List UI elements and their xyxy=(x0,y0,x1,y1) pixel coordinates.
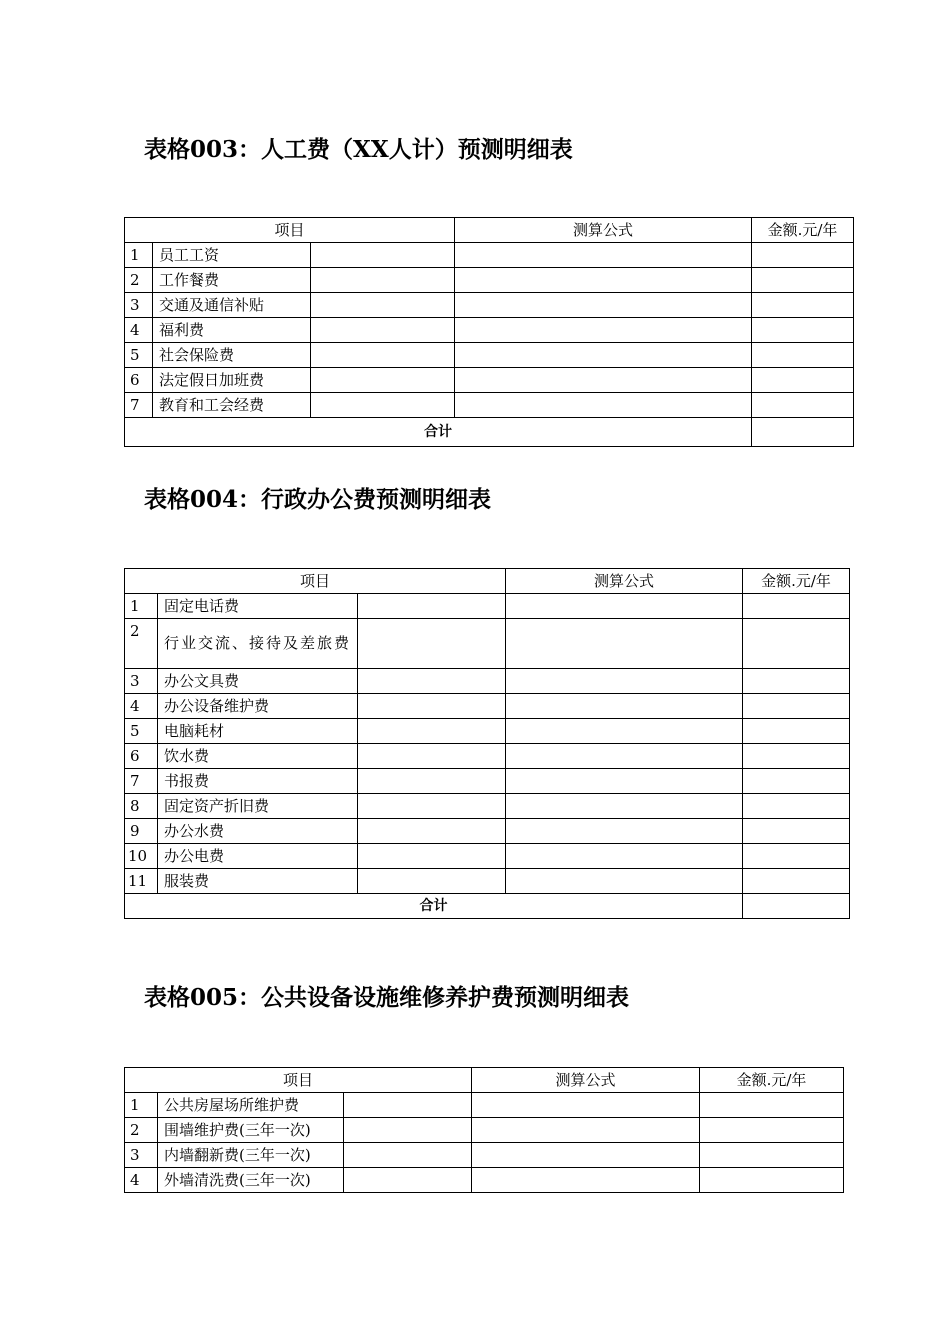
row-amount[interactable] xyxy=(752,293,854,318)
row-name: 员工工资 xyxy=(153,243,311,268)
table-row xyxy=(125,318,854,343)
table-003-title: 表格003：人工费（XX人计）预测明细表 xyxy=(144,136,573,163)
row-sub[interactable] xyxy=(358,869,506,894)
row-name: 饮水费 xyxy=(158,744,358,769)
row-sub[interactable] xyxy=(344,1143,472,1168)
row-sub[interactable] xyxy=(344,1168,472,1193)
table-004-title: 表格004：行政办公费预测明细表 xyxy=(144,486,492,513)
row-sub[interactable] xyxy=(311,243,455,268)
total-amount[interactable] xyxy=(743,894,850,919)
row-no: 3 xyxy=(125,293,153,318)
table-row xyxy=(125,1118,844,1143)
row-sub[interactable] xyxy=(311,318,455,343)
table-row xyxy=(125,343,854,368)
table-row xyxy=(125,769,850,794)
row-amount[interactable] xyxy=(743,669,850,694)
row-name: 书报费 xyxy=(158,769,358,794)
row-formula[interactable] xyxy=(506,594,743,619)
row-no: 3 xyxy=(125,1143,158,1168)
row-formula[interactable] xyxy=(455,368,752,393)
row-formula[interactable] xyxy=(506,694,743,719)
row-formula[interactable] xyxy=(472,1093,700,1118)
row-sub[interactable] xyxy=(311,393,455,418)
row-name: 公共房屋场所维护费 xyxy=(158,1093,344,1118)
row-formula[interactable] xyxy=(506,769,743,794)
table-005 xyxy=(124,1067,844,1193)
row-sub[interactable] xyxy=(358,719,506,744)
row-no: 1 xyxy=(125,1093,158,1118)
row-sub[interactable] xyxy=(344,1118,472,1143)
row-sub[interactable] xyxy=(311,293,455,318)
row-formula[interactable] xyxy=(506,844,743,869)
row-no: 9 xyxy=(125,819,158,844)
header-formula: 测算公式 xyxy=(455,218,752,243)
row-name: 办公文具费 xyxy=(158,669,358,694)
row-amount[interactable] xyxy=(752,243,854,268)
row-sub[interactable] xyxy=(358,819,506,844)
table-row xyxy=(125,794,850,819)
total-row xyxy=(125,418,854,447)
row-sub[interactable] xyxy=(358,744,506,769)
table-row xyxy=(125,368,854,393)
table-row xyxy=(125,669,850,694)
row-name: 电脑耗材 xyxy=(158,719,358,744)
row-formula[interactable] xyxy=(506,819,743,844)
table-row xyxy=(125,819,850,844)
row-name: 教育和工会经费 xyxy=(153,393,311,418)
row-sub[interactable] xyxy=(358,594,506,619)
row-sub[interactable] xyxy=(311,368,455,393)
row-formula[interactable] xyxy=(455,343,752,368)
row-sub[interactable] xyxy=(344,1093,472,1118)
total-label: 合计 xyxy=(125,894,743,919)
row-formula[interactable] xyxy=(472,1168,700,1193)
row-amount[interactable] xyxy=(752,368,854,393)
header-item: 项目 xyxy=(125,218,455,243)
row-formula[interactable] xyxy=(506,619,743,669)
table-row xyxy=(125,1168,844,1193)
row-amount[interactable] xyxy=(752,343,854,368)
row-name: 固定资产折旧费 xyxy=(158,794,358,819)
row-sub[interactable] xyxy=(311,268,455,293)
row-formula[interactable] xyxy=(472,1118,700,1143)
header-item: 项目 xyxy=(125,569,506,594)
table-header-row xyxy=(125,1068,844,1093)
row-name: 固定电话费 xyxy=(158,594,358,619)
header-formula: 测算公式 xyxy=(506,569,743,594)
table-003 xyxy=(124,217,854,447)
row-amount[interactable] xyxy=(700,1118,844,1143)
row-amount[interactable] xyxy=(743,594,850,619)
row-no: 8 xyxy=(125,794,158,819)
table-row xyxy=(125,719,850,744)
row-no: 2 xyxy=(125,1118,158,1143)
row-no: 7 xyxy=(125,769,158,794)
row-name: 办公设备维护费 xyxy=(158,694,358,719)
table-header-row xyxy=(125,218,854,243)
header-amount: 金额.元/年 xyxy=(743,569,850,594)
row-amount[interactable] xyxy=(700,1168,844,1193)
header-amount: 金额.元/年 xyxy=(752,218,854,243)
table-row xyxy=(125,619,850,669)
row-amount[interactable] xyxy=(743,769,850,794)
row-sub[interactable] xyxy=(358,769,506,794)
row-no: 1 xyxy=(125,594,158,619)
row-no: 2 xyxy=(125,619,158,669)
row-amount[interactable] xyxy=(743,844,850,869)
row-no: 2 xyxy=(125,268,153,293)
row-name: 内墙翻新费(三年一次) xyxy=(158,1143,344,1168)
row-formula[interactable] xyxy=(472,1143,700,1168)
row-amount[interactable] xyxy=(743,744,850,769)
table-row xyxy=(125,844,850,869)
row-sub[interactable] xyxy=(358,844,506,869)
row-sub[interactable] xyxy=(358,694,506,719)
row-name: 外墙清洗费(三年一次) xyxy=(158,1168,344,1193)
row-formula[interactable] xyxy=(455,293,752,318)
row-formula[interactable] xyxy=(506,719,743,744)
row-name: 社会保险费 xyxy=(153,343,311,368)
row-amount[interactable] xyxy=(752,393,854,418)
row-name: 福利费 xyxy=(153,318,311,343)
row-sub[interactable] xyxy=(358,794,506,819)
row-sub[interactable] xyxy=(358,619,506,669)
row-no: 11 xyxy=(125,869,158,894)
table-row xyxy=(125,694,850,719)
row-name: 围墙维护费(三年一次) xyxy=(158,1118,344,1143)
row-amount[interactable] xyxy=(700,1143,844,1168)
table-005-title: 表格005：公共设备设施维修养护费预测明细表 xyxy=(144,984,630,1011)
row-amount[interactable] xyxy=(743,819,850,844)
row-formula[interactable] xyxy=(455,393,752,418)
row-amount[interactable] xyxy=(743,719,850,744)
row-amount[interactable] xyxy=(752,318,854,343)
table-row xyxy=(125,744,850,769)
row-no: 10 xyxy=(125,844,158,869)
table-row xyxy=(125,293,854,318)
row-formula[interactable] xyxy=(455,243,752,268)
row-no: 4 xyxy=(125,318,153,343)
row-amount[interactable] xyxy=(743,794,850,819)
row-no: 7 xyxy=(125,393,153,418)
table-header-row xyxy=(125,569,850,594)
header-item: 项目 xyxy=(125,1068,472,1093)
row-formula[interactable] xyxy=(506,869,743,894)
row-formula[interactable] xyxy=(506,669,743,694)
header-formula: 测算公式 xyxy=(472,1068,700,1093)
table-row xyxy=(125,268,854,293)
row-formula[interactable] xyxy=(455,318,752,343)
table-row xyxy=(125,1143,844,1168)
row-name: 行业交流、接待及差旅费 xyxy=(158,619,358,669)
row-no: 4 xyxy=(125,1168,158,1193)
total-amount[interactable] xyxy=(752,418,854,447)
row-no: 5 xyxy=(125,343,153,368)
table-row xyxy=(125,1093,844,1118)
row-amount[interactable] xyxy=(700,1093,844,1118)
row-no: 6 xyxy=(125,744,158,769)
table-004 xyxy=(124,568,850,919)
row-formula[interactable] xyxy=(506,794,743,819)
row-no: 4 xyxy=(125,694,158,719)
row-amount[interactable] xyxy=(743,694,850,719)
row-amount[interactable] xyxy=(743,869,850,894)
row-name: 服装费 xyxy=(158,869,358,894)
row-no: 6 xyxy=(125,368,153,393)
total-row xyxy=(125,894,850,919)
row-name: 法定假日加班费 xyxy=(153,368,311,393)
row-sub[interactable] xyxy=(311,343,455,368)
row-no: 1 xyxy=(125,243,153,268)
table-row xyxy=(125,243,854,268)
row-name: 办公电费 xyxy=(158,844,358,869)
row-amount[interactable] xyxy=(752,268,854,293)
row-amount[interactable] xyxy=(743,619,850,669)
row-formula[interactable] xyxy=(455,268,752,293)
table-row xyxy=(125,393,854,418)
row-name: 办公水费 xyxy=(158,819,358,844)
row-formula[interactable] xyxy=(506,744,743,769)
row-no: 5 xyxy=(125,719,158,744)
row-name: 交通及通信补贴 xyxy=(153,293,311,318)
row-no: 3 xyxy=(125,669,158,694)
header-amount: 金额.元/年 xyxy=(700,1068,844,1093)
table-row xyxy=(125,594,850,619)
table-row xyxy=(125,869,850,894)
row-sub[interactable] xyxy=(358,669,506,694)
row-name: 工作餐费 xyxy=(153,268,311,293)
total-label: 合计 xyxy=(125,418,752,447)
